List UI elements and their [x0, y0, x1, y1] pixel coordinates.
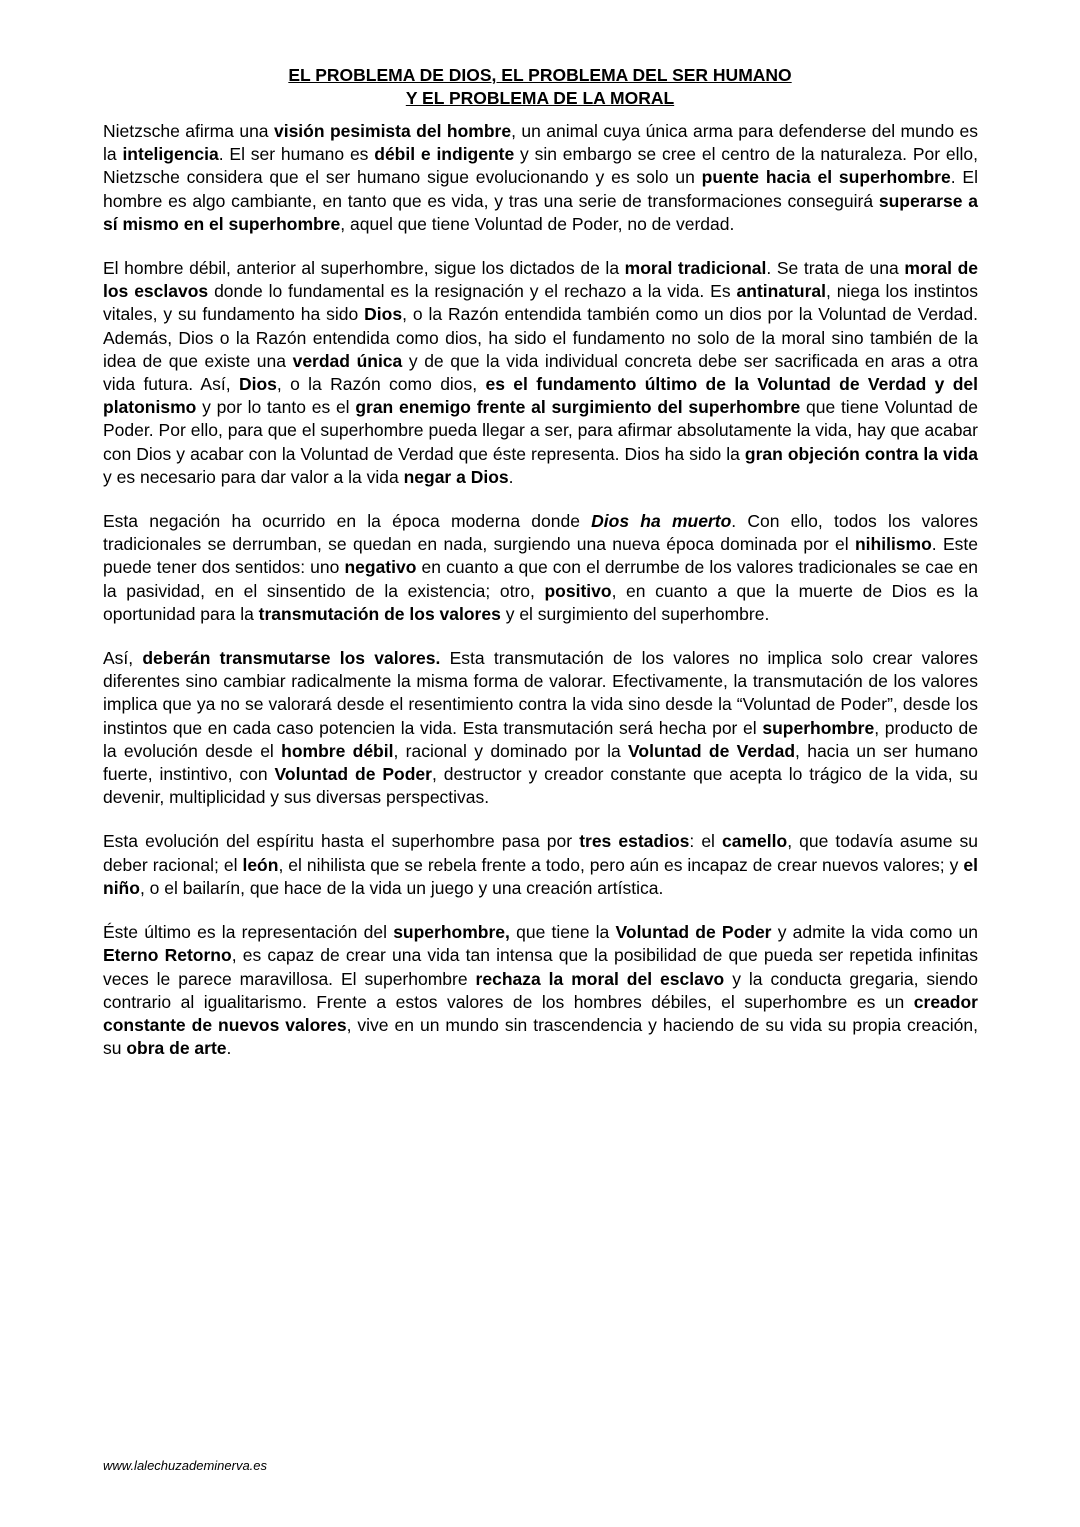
- emphasized-text: Eterno Retorno: [103, 945, 232, 966]
- paragraph: [103, 830, 978, 900]
- text-segment: . Se trata de una: [766, 258, 905, 279]
- emphasized-text: creador constante de nuevos valores: [103, 991, 978, 1035]
- emphasized-text: obra de arte: [126, 1038, 227, 1059]
- emphasized-text: superhombre,: [393, 922, 510, 943]
- emphasized-text: rechaza la moral del esclavo: [475, 968, 725, 989]
- text-segment: , es capaz de crear una vida tan intensa que la posibilidad de que pueda ser repetida infinitas veces le parece maravillosa. El superhombre: [103, 945, 978, 989]
- text-segment: Esta evolución del espíritu hasta el superhombre pasa por: [103, 831, 580, 852]
- emphasized-text: deberán transmutarse los valores.: [142, 648, 441, 669]
- emphasized-text: moral de los esclavos: [103, 258, 978, 302]
- emphasized-text: camello: [722, 831, 788, 852]
- emphasized-text: Dios: [364, 304, 403, 325]
- paragraph: [103, 510, 978, 626]
- emphasized-text: Dios: [238, 374, 277, 395]
- emphasized-text: antinatural: [736, 281, 826, 302]
- emphasized-text: visión pesimista del hombre: [273, 121, 512, 141]
- text-segment: , aquel que tiene Voluntad de Poder, no de verdad.: [340, 213, 735, 234]
- emphasized-text: transmutación de los valores: [258, 603, 501, 624]
- text-segment: , o la Razón entendida también como un dios por la Voluntad de Verdad. Además, Dios o la Razón entendida como dios, ha sido el fundamento no solo de la moral sino también de la idea de que existe una: [103, 304, 978, 371]
- paragraph: [103, 921, 978, 1060]
- paragraph: [103, 257, 978, 489]
- emphasized-text: gran objeción contra la vida: [744, 443, 978, 464]
- emphasized-text: el niño: [103, 854, 978, 898]
- text-segment: que tiene la: [509, 922, 616, 943]
- emphasized-text: Voluntad de Verdad: [628, 740, 796, 761]
- text-segment: donde lo fundamental es la resignación y el rechazo a la vida. Es: [208, 281, 737, 302]
- emphasized-text: tres estadios: [579, 831, 690, 852]
- title-line-1: EL PROBLEMA DE DIOS, EL PROBLEMA DEL SER HUMANO: [288, 65, 792, 85]
- text-segment: , vive en un mundo sin trascendencia y haciendo de su vida su propia creación, su: [103, 1014, 978, 1059]
- footer-url: www.lalechuzademinerva.es: [103, 1458, 268, 1473]
- text-segment: , racional y dominado por la: [393, 740, 629, 761]
- document-body: [103, 120, 978, 1081]
- emphasized-text: es el fundamento último de la Voluntad de Verdad y del platonismo: [103, 374, 978, 418]
- text-segment: Esta negación ha ocurrido en la época moderna donde: [103, 511, 592, 532]
- emphasized-text: nihilismo: [854, 534, 932, 555]
- emphasized-text: inteligencia: [122, 144, 219, 165]
- text-segment: . El ser humano es: [218, 144, 375, 165]
- text-segment: y es necesario para dar valor a la vida: [103, 466, 404, 487]
- paragraph: [103, 120, 978, 236]
- text-segment: y de que la vida individual concreta debe ser sacrificada en aras a otra vida futura. Así,: [103, 350, 978, 395]
- text-segment: y admite la vida como un: [771, 922, 979, 943]
- emphasized-text: hombre débil: [281, 740, 394, 761]
- emphasized-text: negar a Dios: [403, 466, 509, 487]
- text-segment: : el: [689, 831, 723, 852]
- emphasized-text: débil e indigente: [374, 144, 515, 165]
- text-segment: , un animal cuya única arma para defenderse del mundo es la: [103, 121, 978, 165]
- title-line-2: Y EL PROBLEMA DE LA MORAL: [405, 88, 675, 108]
- text-segment: .: [226, 1038, 232, 1059]
- text-segment: , o la Razón como dios,: [276, 374, 486, 395]
- text-segment: , que todavía asume su deber racional; el: [103, 831, 978, 875]
- emphasized-text: verdad única: [292, 350, 403, 371]
- text-segment: . El hombre es algo cambiante, en tanto que es vida, y tras una serie de transformaciones conseguirá: [103, 167, 978, 211]
- text-segment: Así,: [103, 648, 143, 669]
- text-segment: en cuanto a que con el derrumbe de los valores tradicionales se cae en la pasividad, en el sinsentido de la existencia; otro,: [103, 557, 978, 601]
- emphasized-text: moral tradicional: [624, 258, 767, 279]
- text-segment: , destructor y creador constante que acepta lo trágico de la vida, su devenir, multiplicidad y sus diversas perspectivas.: [103, 764, 978, 808]
- emphasized-text: Voluntad de Poder: [615, 922, 772, 943]
- text-segment: El hombre débil, anterior al superhombre, sigue los dictados de la: [103, 258, 625, 279]
- emphasized-text: Voluntad de Poder: [274, 764, 432, 785]
- text-segment: y por lo tanto es el: [196, 397, 356, 418]
- text-segment: , hacia un ser humano fuerte, instintivo, con: [103, 740, 979, 785]
- emphasized-text: negativo: [344, 557, 417, 578]
- text-segment: , o el bailarín, que hace de la vida un juego y una creación artística.: [139, 877, 664, 898]
- emphasized-text: positivo: [544, 580, 612, 601]
- emphasized-text: puente hacia el superhombre: [701, 167, 951, 188]
- emphasized-text: Dios ha muerto: [591, 511, 732, 532]
- text-segment: Esta transmutación de los valores no implica solo crear valores diferentes sino cambiar radicalmente la misma forma de valorar. Efectivamente, la transmutación de los valores implica que ya no se valorará desde el resentimiento contra la vida sino desde la “Voluntad de Poder”, desde los instintos que en cada caso potencien la vida. Esta transmutación será hecha por el: [103, 648, 978, 738]
- emphasized-text: superarse a sí mismo en el superhombre: [103, 190, 979, 234]
- text-segment: .: [508, 466, 514, 487]
- emphasized-text: león: [242, 854, 279, 875]
- text-segment: , producto de la evolución desde el: [103, 717, 978, 761]
- text-segment: , niega los instintos vitales, y su fundamento ha sido: [103, 281, 978, 325]
- text-segment: y sin embargo se cree el centro de la naturaleza. Por ello, Nietzsche considera que el ser humano sigue evolucionando y es solo un: [103, 144, 978, 188]
- text-segment: , en cuanto a que la muerte de Dios es la oportunidad para la: [103, 580, 978, 624]
- text-segment: que tiene Voluntad de Poder. Por ello, para que el superhombre pueda llegar a ser, para afirmar absolutamente la vida, hay que acabar con Dios y acabar con la Voluntad de Verdad que éste representa. Dios ha sido la: [103, 397, 978, 464]
- paragraph: [103, 647, 978, 809]
- text-segment: y la conducta gregaria, siendo contrario al igualitarismo. Frente a estos valores de los hombres débiles, el superhombre es un: [103, 968, 978, 1012]
- text-segment: . Este puede tener dos sentidos: uno: [103, 534, 978, 578]
- text-segment: y el surgimiento del superhombre.: [500, 603, 770, 624]
- emphasized-text: gran enemigo frente al surgimiento del superhombre: [355, 397, 801, 418]
- text-segment: , el nihilista que se rebela frente a todo, pero aún es incapaz de crear nuevos valores; y: [278, 854, 964, 875]
- text-segment: Éste último es la representación del: [103, 922, 394, 943]
- document-title: [0, 64, 1080, 110]
- emphasized-text: superhombre: [762, 717, 875, 738]
- text-segment: . Con ello, todos los valores tradicionales se derrumban, se quedan en nada, surgiendo una nueva época dominada por el: [103, 511, 978, 555]
- text-segment: Nietzsche afirma una: [103, 121, 274, 141]
